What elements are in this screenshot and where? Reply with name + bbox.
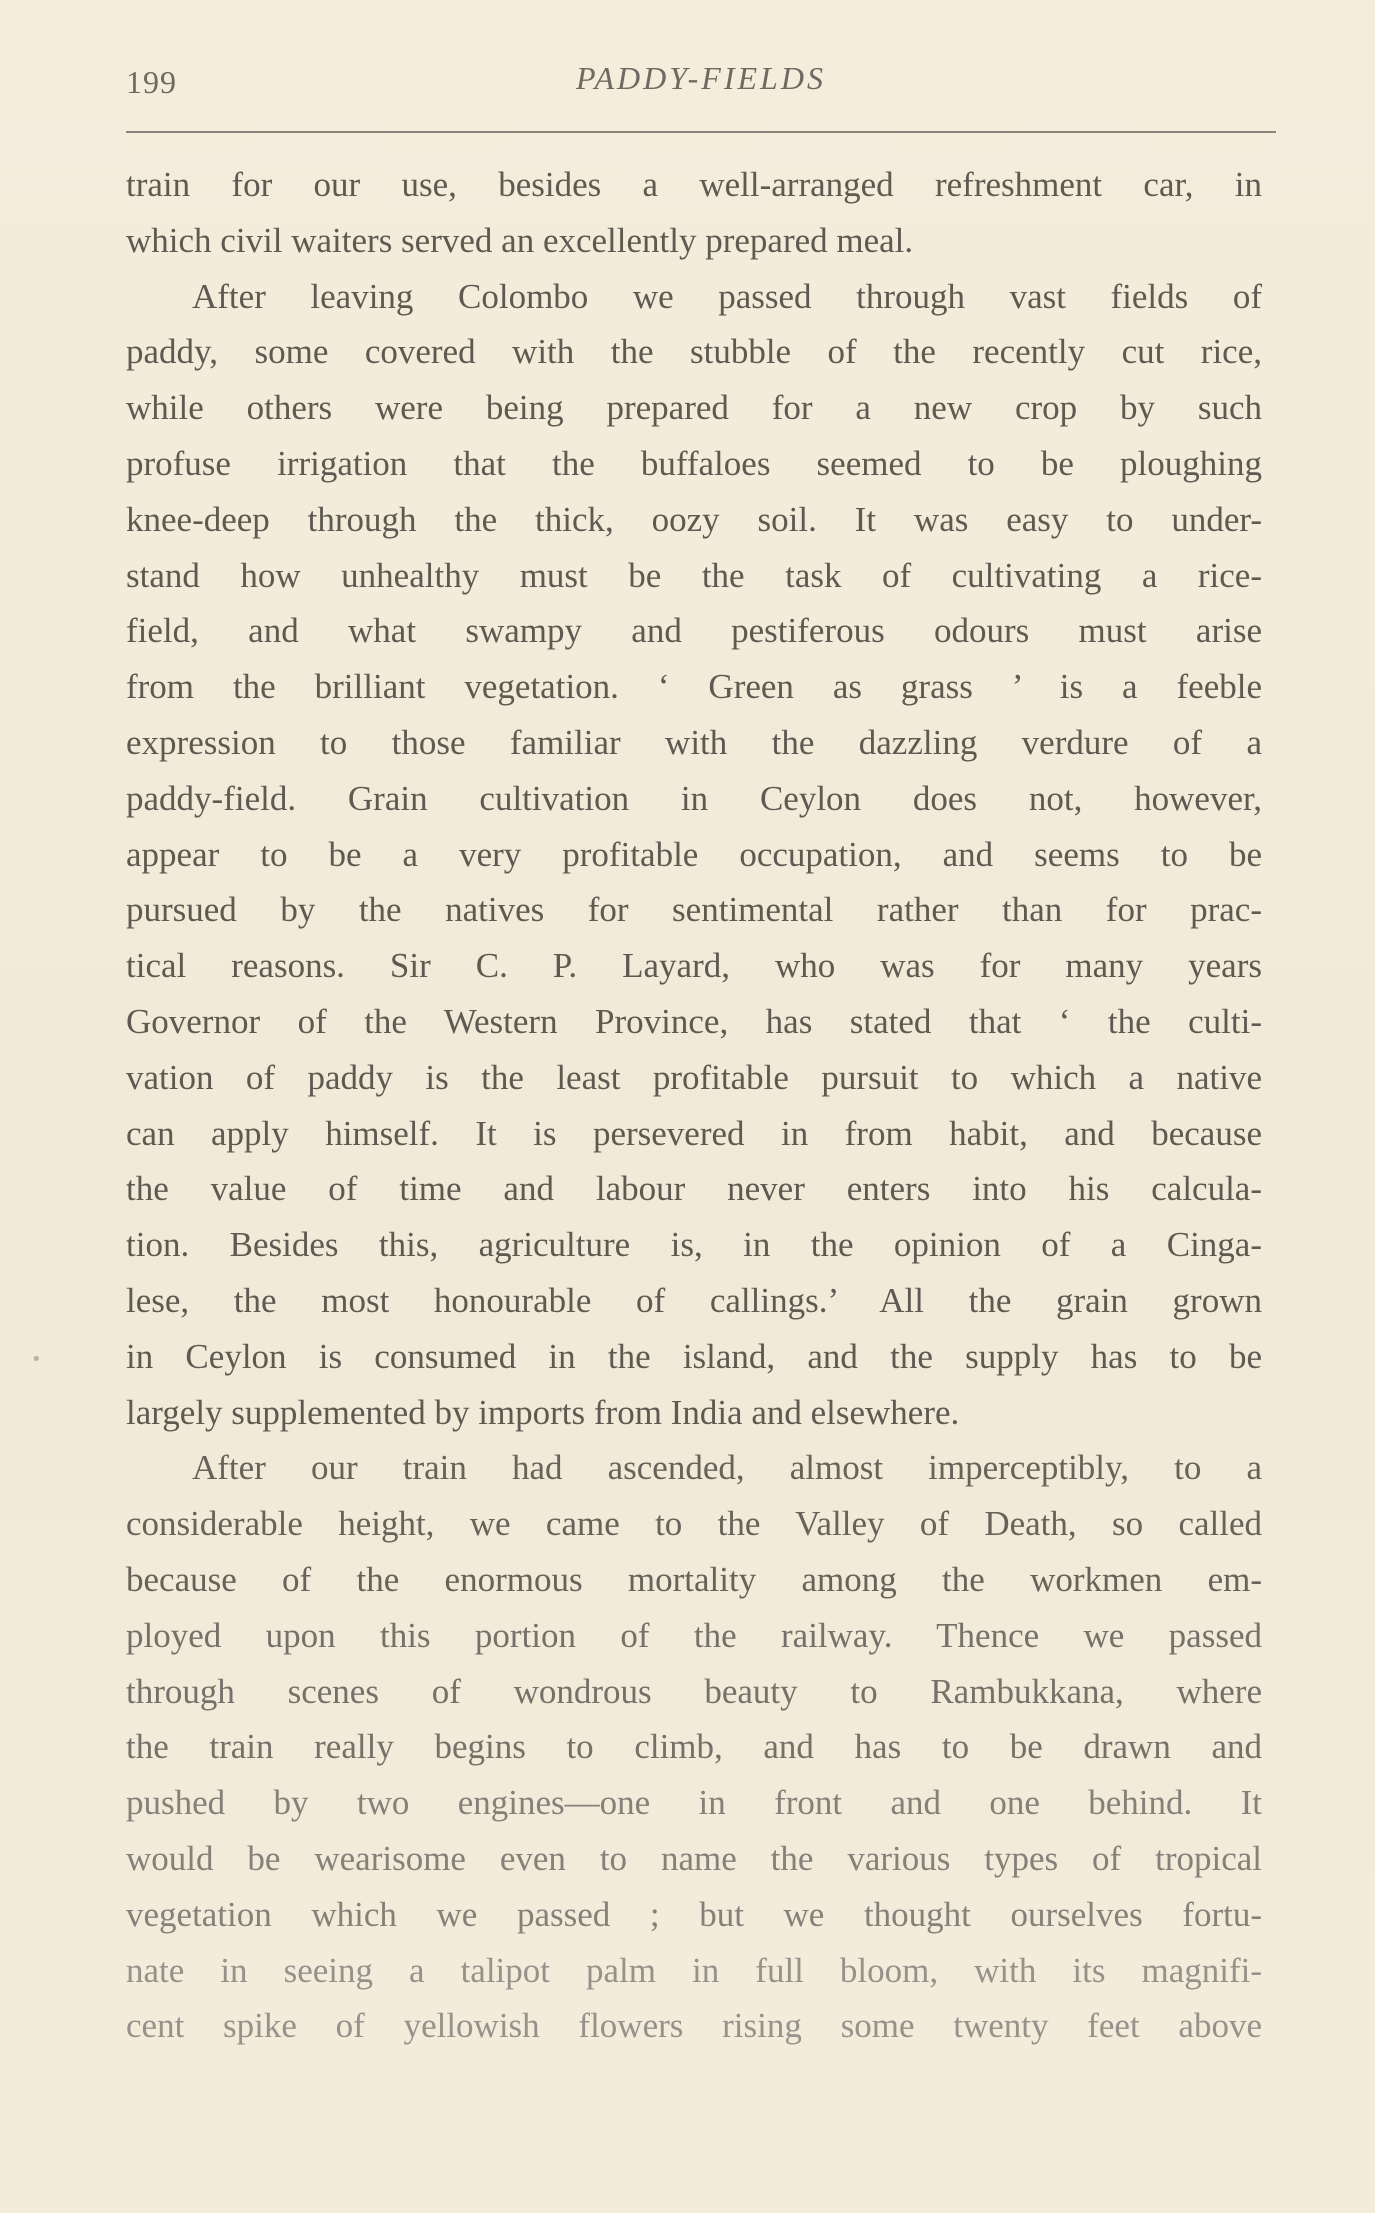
text-line: would be wearisome even to name the various types of tropical xyxy=(126,1838,1262,1878)
text-line: through scenes of wondrous beauty to Rambukkana, where xyxy=(126,1671,1262,1711)
text-line: train for our use, besides a well-arranged refreshment car, in xyxy=(126,165,1262,204)
text-line: tical reasons. Sir C. P. Layard, who was for many years xyxy=(126,946,1262,986)
text-line: in Ceylon is consumed in the island, and the supply has to be xyxy=(126,1336,1262,1376)
text-line: while others were being prepared for a new crop by such xyxy=(126,388,1262,428)
text-line: field, and what swampy and pestiferous odours must arise xyxy=(126,611,1262,651)
text-line: tion. Besides this, agriculture is, in the opinion of a Cinga- xyxy=(126,1225,1262,1265)
text-line: vegetation which we passed ; but we thought ourselves fortu- xyxy=(126,1894,1262,1934)
running-title: PADDY-FIELDS xyxy=(576,60,826,96)
text-line: expression to those familiar with the dazzling verdure of a xyxy=(126,722,1262,762)
text-line: cent spike of yellowish flowers rising some twenty feet above xyxy=(126,2006,1262,2046)
text-line: Governor of the Western Province, has stated that ‘ the culti- xyxy=(126,1001,1262,1041)
text-line: ployed upon this portion of the railway. Thence we passed xyxy=(126,1615,1262,1655)
text-line: from the brilliant vegetation. ‘ Green as grass ’ is a feeble xyxy=(126,667,1262,707)
text-line: appear to be a very profitable occupation, and seems to be xyxy=(126,834,1262,874)
text-line: profuse irrigation that the buffaloes seemed to be ploughing xyxy=(126,443,1262,483)
text-line: lese, the most honourable of callings.’ All the grain grown xyxy=(126,1280,1262,1320)
text-line: knee-deep through the thick, oozy soil. It was easy to under- xyxy=(126,499,1262,539)
text-line: pursued by the natives for sentimental rather than for prac- xyxy=(126,890,1262,930)
text-line: because of the enormous mortality among the workmen em- xyxy=(126,1559,1262,1599)
text-line: largely supplemented by imports from India and elsewhere. xyxy=(126,1392,960,1432)
body-text xyxy=(126,157,1262,2054)
header-rule xyxy=(126,131,1276,133)
text-line: nate in seeing a talipot palm in full bloom, with its magnifi- xyxy=(126,1950,1262,1990)
text-line: After leaving Colombo we passed through vast fields of xyxy=(192,276,1262,316)
text-line: vation of paddy is the least profitable pursuit to which a native xyxy=(126,1057,1262,1097)
text-line: can apply himself. It is persevered in from habit, and because xyxy=(126,1113,1262,1153)
page-header xyxy=(126,58,1276,108)
text-line: pushed by two engines—one in front and one behind. It xyxy=(126,1783,1262,1823)
text-line: which civil waiters served an excellently prepared meal. xyxy=(126,220,914,260)
text-line: considerable height, we came to the Valley of Death, so called xyxy=(126,1504,1262,1544)
text-line: the value of time and labour never enters into his calcula- xyxy=(126,1169,1262,1209)
text-line: After our train had ascended, almost imperceptibly, to a xyxy=(192,1448,1262,1488)
margin-speck: • xyxy=(31,1349,42,1370)
page-number: 199 xyxy=(126,64,177,100)
text-line: paddy, some covered with the stubble of the recently cut rice, xyxy=(126,332,1262,372)
text-line: paddy-field. Grain cultivation in Ceylon does not, however, xyxy=(126,778,1262,818)
text-line: the train really begins to climb, and has to be drawn and xyxy=(126,1727,1262,1767)
text-line: stand how unhealthy must be the task of cultivating a rice- xyxy=(126,555,1262,595)
